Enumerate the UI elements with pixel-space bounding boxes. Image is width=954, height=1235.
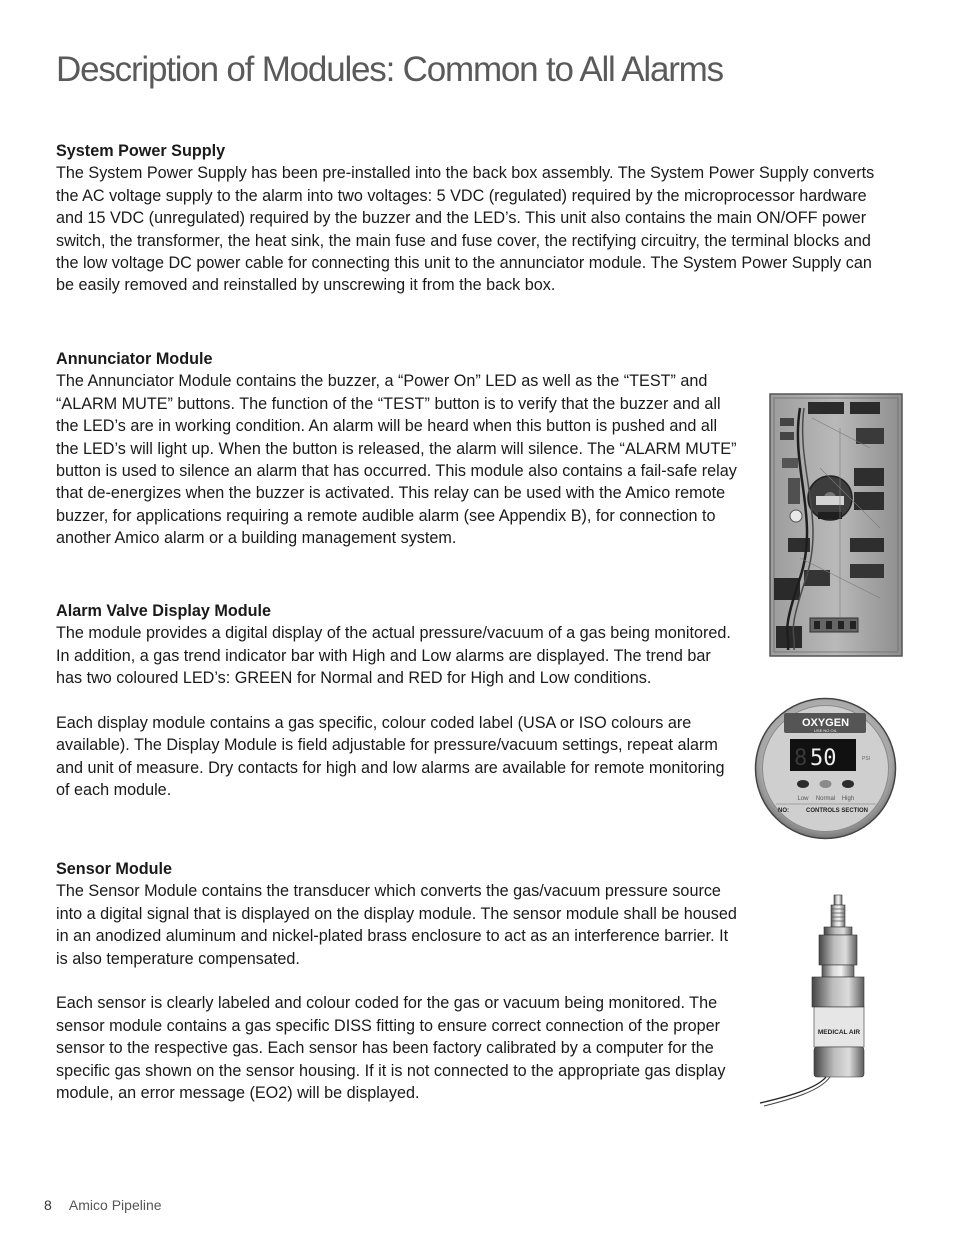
normal-label: Normal	[815, 796, 836, 802]
display-module-photo	[754, 697, 897, 840]
section-body: The module provides a digital display of the actual pressure/vacuum of a gas being monitored. In addition, a gas trend indicator bar with High and Low alarms are displayed. The trend bar has two coloured LED’s: GREEN for Normal and RED for High and Low conditions.	[56, 624, 731, 688]
sensor-label-band	[814, 1007, 864, 1047]
page-number: 8	[44, 1197, 52, 1213]
section-alarm-valve-display-module	[56, 600, 741, 802]
svg-text:8: 8	[794, 746, 808, 771]
normal-led	[820, 780, 832, 788]
section-heading: Alarm Valve Display Module	[56, 602, 272, 620]
page-footer	[44, 1197, 162, 1213]
high-label: High	[841, 796, 855, 802]
section-body: The Sensor Module contains the transducer which converts the gas/vacuum pressure source into a digital signal that is displayed on the display module. The sensor module shall be housed in an anodized aluminum and nickel-plated brass enclosure to act as an interference barrier. It is also temperature compensated.	[56, 882, 737, 968]
gas-label: OXYGEN	[801, 717, 850, 729]
annunciator-module-photo	[760, 388, 910, 666]
controls-section-label: CONTROLS SECTION	[806, 808, 869, 814]
section-heading: System Power Supply	[56, 142, 226, 160]
section-heading: Annunciator Module	[56, 350, 213, 368]
section-annunciator-module	[56, 348, 741, 550]
section-system-power-supply	[56, 140, 886, 297]
low-label: Low	[797, 796, 809, 802]
high-led	[842, 780, 854, 788]
sensor-gas-label: MEDICAL AIR	[817, 1029, 861, 1036]
section-body: The Annunciator Module contains the buzzer, a “Power On” LED as well as the “TEST” and “ALARM MUTE” buttons. The function of the “TEST” button is to verify that the buzzer and all the LED’s are in working condition. An alarm will be heard when this button is pushed and all the LED’s will light up. When the button is released, the alarm will silence. The “ALARM MUTE” button is used to silence an alarm that has occurred. This module also contains a fail-safe relay that de-energizes when the buzzer is activated. This relay can be used with the Amico remote buzzer, for applications requiring a remote audible alarm (see Appendix B), for connection to another Amico alarm or a building management system.	[56, 372, 737, 548]
pressure-reading: 50	[810, 746, 837, 771]
sensor-module-photo	[756, 893, 878, 1108]
section-body: The System Power Supply has been pre-installed into the back box assembly. The System Power Supply converts the AC voltage supply to the alarm into two voltages: 5 VDC (regulated) required by the microprocessor hardware and 15 VDC (unregulated) required by the buzzer and the LED’s. This unit also contains the main ON/OFF power switch, the transformer, the heat sink, the main fuse and fuse cover, the rectifying circuitry, the terminal blocks and the low voltage DC power cable for connecting this unit to the annunciator module. The System Power Supply can be easily removed and reinstalled by unscrewing it from the back box.	[56, 164, 875, 295]
publication-name: Amico Pipeline	[68, 1197, 162, 1213]
section-heading: Sensor Module	[56, 860, 173, 878]
low-led	[797, 780, 809, 788]
page-title: Description of Modules: Common to All Alarms	[56, 50, 723, 89]
section-body: Each sensor is clearly labeled and colour coded for the gas or vacuum being monitored. The sensor module contains a gas specific DISS fitting to ensure correct connection of the proper sensor to the respective gas. Each sensor has been factory calibrated by a computer for the specific gas shown on the sensor housing. If it is not connected to the appropriate gas display module, an error message (EO2) will be displayed.	[56, 994, 726, 1103]
unit-label: PSI	[862, 756, 871, 762]
no-label: NO:	[778, 808, 789, 814]
section-body: Each display module contains a gas specific, colour coded label (USA or ISO colours are available). The Display Module is field adjustable for pressure/vacuum settings, repeat alarm and unit of measure. Dry contacts for high and low alarms are available for remote monitoring of each module.	[56, 714, 725, 800]
gas-sub-label: USE NO OIL	[814, 728, 837, 733]
section-sensor-module	[56, 858, 741, 1104]
